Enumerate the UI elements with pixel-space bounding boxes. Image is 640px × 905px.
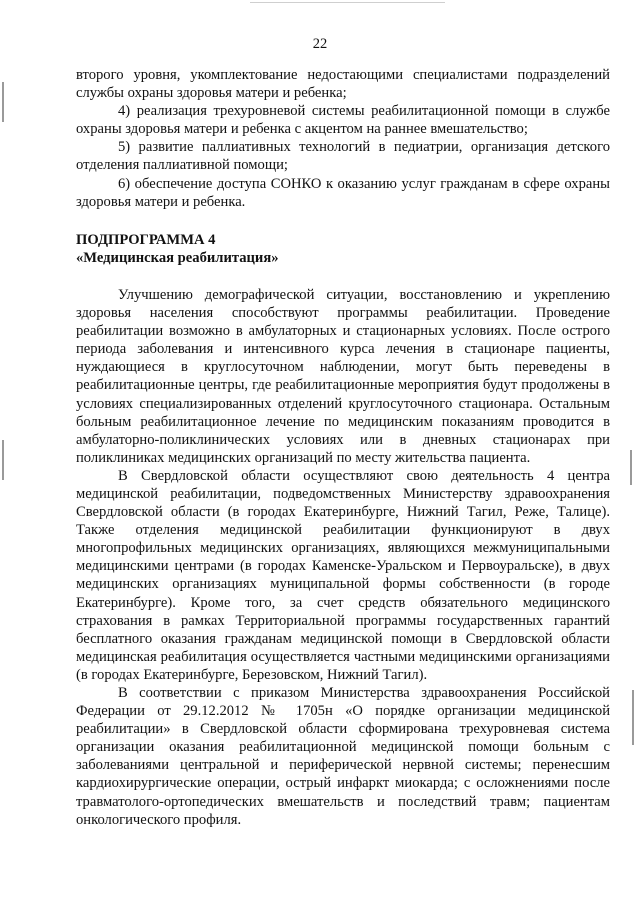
scan-margin-mark — [2, 82, 4, 122]
paragraph: В Свердловской области осуществляют свою деятельность 4 центра медицинской реабилитации, подведомственных Министерству здравоохранения Свердловской области (в городах Екатеринбурге, Нижний Тагил, Реже, Талице). Также отделения медицинской реабилитации функционируют в двух многопрофильных медицинских организациях, являющихся межмуниципальными медицинскими центрами (в городах Каменске-Уральском и Первоуральске), в двух медицинских организациях муниципальной формы собственности (в городе Екатеринбурге). Кроме того, за счет средств обязательного медицинского страхования в рамках Территориальной программы государственных гарантий бесплатного оказания гражданам медицинской помощи в Свердловской области медицинская реабилитация осуществляется частными медицинскими организациями (в городах Екатеринбурге, Березовском, Нижний Тагил). — [76, 467, 610, 683]
list-item: 6) обеспечение доступа СОНКО к оказанию услуг гражданам в сфере охраны здоровья матери и ребенка. — [76, 175, 610, 210]
list-item: 5) развитие паллиативных технологий в педиатрии, организация детского отделения паллиативной помощи; — [76, 139, 610, 174]
page-number: 22 — [312, 36, 328, 52]
scan-margin-mark — [632, 690, 634, 745]
subprogram-subtitle: «Медицинская реабилитация» — [76, 249, 279, 266]
document-body — [76, 66, 610, 829]
scan-margin-mark — [2, 440, 4, 480]
paragraph: второго уровня, укомплектование недостающими специалистами подразделений службы охраны здоровья матери и ребенка; — [76, 67, 610, 102]
list-item: 4) реализация трехуровневой системы реабилитационной помощи в службе охраны здоровья матери и ребенка с акцентом на раннее вмешательство; — [76, 103, 610, 138]
paragraph: Улучшению демографической ситуации, восстановлению и укреплению здоровья населения способствуют программы реабилитации. Проведение реабилитации возможно в амбулаторных и стационарных условиях. После острого периода заболевания и интенсивного курса лечения в стационаре пациенты, нуждающиеся в круглосуточном наблюдении, могут быть переведены в реабилитационные центры, где реабилитационные мероприятия будут продолжены в условиях специализированных отделений круглосуточного стационара. Остальным больным реабилитационное лечение по медицинским показаниям проводится в амбулаторно-поликлинических условиях или в дневных стационарах при поликлиниках медицинских организаций по месту жительства пациента. — [76, 286, 610, 466]
paragraph: В соответствии с приказом Министерства здравоохранения Российской Федерации от 29.12.2012 № 1705н «О порядке организации медицинской реабилитации» в Свердловской области сформирована трехуровневая система организации оказания реабилитационной медицинской помощи больным с заболеваниями центральной и периферической нервной системы; перенесшим кардиохирургические операции, острый инфаркт миокарда; с осложнениями после травматолого-ортопедических вмешательств и последствий травм; пациентам онкологического профиля. — [76, 685, 610, 828]
scan-edge-line — [250, 2, 445, 3]
subprogram-title: ПОДПРОГРАММА 4 — [76, 231, 216, 248]
scan-margin-mark — [630, 450, 632, 485]
